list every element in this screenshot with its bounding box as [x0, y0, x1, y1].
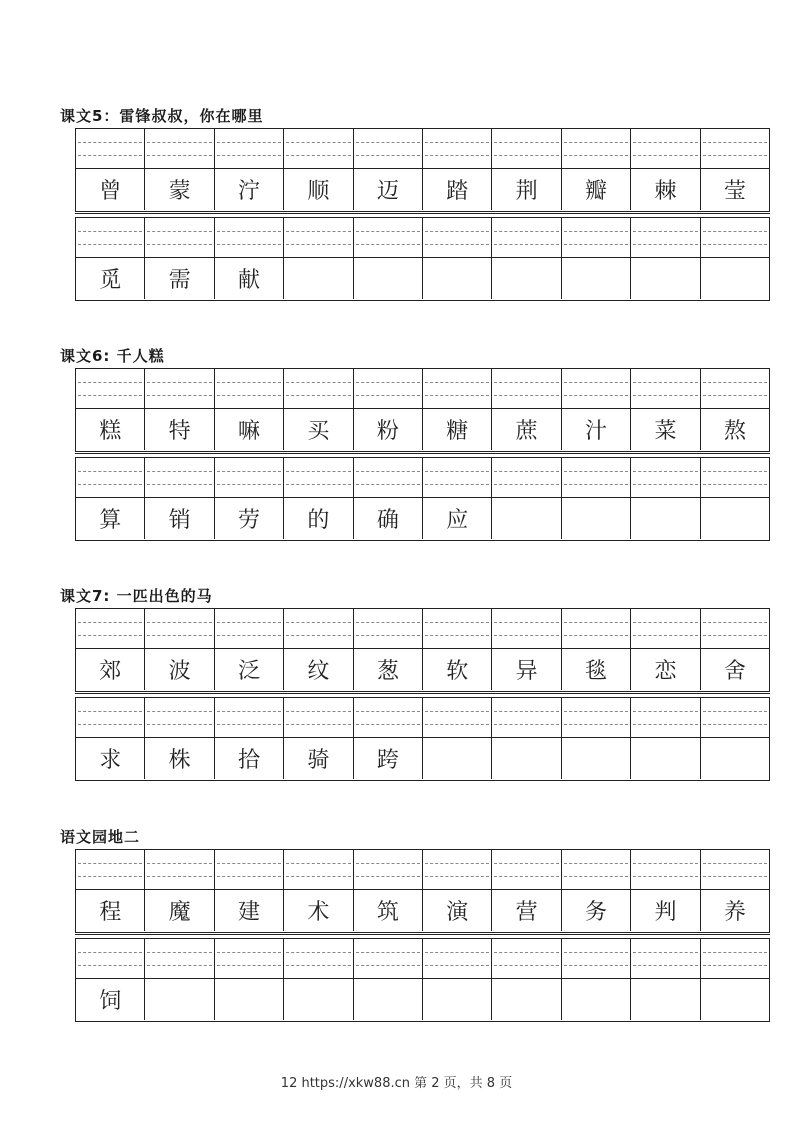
pinyin-cell	[423, 458, 492, 497]
character-cell	[354, 979, 423, 1020]
pinyin-cell	[354, 609, 423, 648]
character-cell: 献	[215, 258, 284, 299]
character-cell	[145, 979, 214, 1020]
pinyin-cell	[492, 609, 561, 648]
pinyin-cell	[562, 850, 631, 889]
character-cell: 顺	[284, 169, 353, 210]
pinyin-cell	[354, 218, 423, 257]
character-cell: 荆	[492, 169, 561, 210]
pinyin-cell	[631, 939, 700, 978]
pinyin-cell	[76, 129, 145, 168]
character-cell: 蒙	[145, 169, 214, 210]
character-cell	[423, 738, 492, 779]
writing-grid-block	[75, 608, 770, 692]
character-cell: 判	[631, 890, 700, 931]
character-cell: 需	[145, 258, 214, 299]
pinyin-row	[76, 458, 769, 498]
pinyin-cell	[562, 129, 631, 168]
character-cell: 异	[492, 649, 561, 690]
pinyin-cell	[631, 218, 700, 257]
pinyin-cell	[631, 850, 700, 889]
pinyin-cell	[701, 458, 769, 497]
character-cell: 筑	[354, 890, 423, 931]
character-cell: 特	[145, 409, 214, 450]
pinyin-cell	[492, 129, 561, 168]
pinyin-cell	[562, 698, 631, 737]
character-cell	[631, 258, 700, 299]
pinyin-cell	[145, 369, 214, 408]
pinyin-cell	[145, 129, 214, 168]
pinyin-cell	[492, 850, 561, 889]
lesson-title: 课文6: 千人糕	[60, 347, 165, 365]
lesson-section	[60, 345, 770, 545]
writing-grid-block	[75, 849, 770, 933]
character-cell: 粉	[354, 409, 423, 450]
pinyin-cell	[562, 609, 631, 648]
character-cell: 恋	[631, 649, 700, 690]
pinyin-row	[76, 218, 769, 258]
character-row	[76, 979, 769, 1020]
character-cell: 汁	[562, 409, 631, 450]
character-cell	[701, 979, 769, 1020]
character-row	[76, 890, 769, 931]
writing-grid-block	[75, 697, 770, 781]
character-cell: 迈	[354, 169, 423, 210]
pinyin-cell	[423, 129, 492, 168]
pinyin-cell	[215, 939, 284, 978]
character-cell: 拾	[215, 738, 284, 779]
character-cell	[492, 258, 561, 299]
pinyin-cell	[284, 609, 353, 648]
character-cell: 买	[284, 409, 353, 450]
pinyin-cell	[354, 129, 423, 168]
character-cell: 术	[284, 890, 353, 931]
pinyin-row	[76, 939, 769, 979]
pinyin-row	[76, 129, 769, 169]
pinyin-cell	[145, 850, 214, 889]
pinyin-cell	[354, 939, 423, 978]
character-cell: 魔	[145, 890, 214, 931]
pinyin-row	[76, 850, 769, 890]
character-cell: 演	[423, 890, 492, 931]
pinyin-cell	[701, 939, 769, 978]
pinyin-cell	[215, 850, 284, 889]
character-cell: 郊	[76, 649, 145, 690]
character-cell: 踏	[423, 169, 492, 210]
pinyin-cell	[423, 939, 492, 978]
writing-grid-block	[75, 938, 770, 1022]
character-cell	[562, 979, 631, 1020]
pinyin-cell	[631, 609, 700, 648]
pinyin-row	[76, 698, 769, 738]
character-cell	[492, 738, 561, 779]
writing-grid-block	[75, 128, 770, 212]
pinyin-cell	[354, 369, 423, 408]
pinyin-cell	[215, 609, 284, 648]
pinyin-cell	[492, 698, 561, 737]
character-cell	[562, 498, 631, 539]
pinyin-cell	[284, 218, 353, 257]
character-row	[76, 738, 769, 779]
character-cell	[701, 738, 769, 779]
character-cell: 确	[354, 498, 423, 539]
pinyin-cell	[76, 218, 145, 257]
lesson-section	[60, 826, 770, 1026]
pinyin-cell	[76, 698, 145, 737]
character-cell: 养	[723, 900, 746, 925]
character-cell: 舍	[723, 659, 746, 684]
writing-grid-block	[75, 457, 770, 541]
character-cell: 觅	[76, 258, 145, 299]
pinyin-cell	[631, 369, 700, 408]
pinyin-cell	[631, 458, 700, 497]
pinyin-cell	[284, 850, 353, 889]
character-cell	[701, 498, 769, 539]
pinyin-cell	[423, 609, 492, 648]
pinyin-cell	[145, 218, 214, 257]
character-cell: 泛	[215, 649, 284, 690]
character-cell: 熬	[723, 419, 746, 444]
pinyin-cell	[562, 218, 631, 257]
character-cell	[701, 258, 769, 299]
pinyin-cell	[284, 369, 353, 408]
pinyin-cell	[215, 369, 284, 408]
character-cell: 纹	[284, 649, 353, 690]
page-footer: 12 https://xkw88.cn 第 2 页，共 8 页	[280, 1076, 513, 1091]
pinyin-cell	[354, 850, 423, 889]
character-row	[76, 649, 769, 690]
pinyin-row	[76, 369, 769, 409]
pinyin-cell	[215, 129, 284, 168]
character-cell	[354, 258, 423, 299]
pinyin-cell	[701, 698, 769, 737]
character-cell: 糖	[423, 409, 492, 450]
character-cell	[631, 738, 700, 779]
pinyin-cell	[423, 698, 492, 737]
pinyin-row	[76, 609, 769, 649]
pinyin-cell	[562, 369, 631, 408]
pinyin-cell	[492, 458, 561, 497]
character-cell: 销	[145, 498, 214, 539]
character-cell: 骑	[284, 738, 353, 779]
pinyin-cell	[76, 369, 145, 408]
pinyin-cell	[145, 939, 214, 978]
character-row	[76, 258, 769, 299]
pinyin-cell	[215, 458, 284, 497]
pinyin-cell	[492, 939, 561, 978]
character-cell: 算	[76, 498, 145, 539]
character-cell: 棘	[631, 169, 700, 210]
pinyin-cell	[631, 129, 700, 168]
character-row	[76, 169, 769, 210]
lesson-title: 课文7: 一匹出色的马	[60, 587, 213, 605]
writing-grid-block	[75, 217, 770, 301]
pinyin-cell	[145, 458, 214, 497]
character-cell	[215, 979, 284, 1020]
pinyin-cell	[562, 939, 631, 978]
pinyin-cell	[284, 939, 353, 978]
pinyin-cell	[423, 850, 492, 889]
character-cell	[492, 979, 561, 1020]
character-row	[76, 498, 769, 539]
character-cell	[631, 979, 700, 1020]
lesson-title: 语文园地二	[60, 828, 141, 846]
pinyin-cell	[423, 369, 492, 408]
character-cell: 糕	[76, 409, 145, 450]
character-cell	[284, 258, 353, 299]
character-cell: 求	[76, 738, 145, 779]
pinyin-cell	[701, 129, 769, 168]
character-cell: 菜	[631, 409, 700, 450]
character-cell: 务	[562, 890, 631, 931]
character-cell: 株	[145, 738, 214, 779]
pinyin-cell	[354, 698, 423, 737]
pinyin-cell	[76, 939, 145, 978]
pinyin-cell	[354, 458, 423, 497]
pinyin-cell	[284, 129, 353, 168]
pinyin-cell	[631, 698, 700, 737]
character-cell: 劳	[215, 498, 284, 539]
character-cell: 莹	[723, 179, 746, 204]
character-cell: 应	[423, 498, 492, 539]
character-cell	[284, 979, 353, 1020]
character-cell: 葱	[354, 649, 423, 690]
character-cell: 毯	[562, 649, 631, 690]
pinyin-cell	[284, 698, 353, 737]
character-cell	[631, 498, 700, 539]
character-cell	[423, 258, 492, 299]
pinyin-cell	[76, 458, 145, 497]
writing-grid-block	[75, 368, 770, 452]
character-row	[76, 409, 769, 450]
lesson-title: 课文5：雷锋叔叔，你在哪里	[60, 107, 264, 125]
character-cell: 的	[284, 498, 353, 539]
lesson-section	[60, 585, 770, 785]
character-cell: 营	[492, 890, 561, 931]
pinyin-cell	[492, 218, 561, 257]
character-cell: 瓣	[562, 169, 631, 210]
pinyin-cell	[701, 218, 769, 257]
pinyin-cell	[701, 850, 769, 889]
character-cell: 建	[215, 890, 284, 931]
character-cell: 蔗	[492, 409, 561, 450]
pinyin-cell	[562, 458, 631, 497]
character-cell: 跨	[354, 738, 423, 779]
pinyin-cell	[145, 609, 214, 648]
lesson-section	[60, 105, 770, 305]
character-cell: 曾	[76, 169, 145, 210]
pinyin-cell	[215, 698, 284, 737]
character-cell: 泞	[215, 169, 284, 210]
character-cell: 嘛	[215, 409, 284, 450]
pinyin-cell	[76, 609, 145, 648]
character-cell	[423, 979, 492, 1020]
character-cell	[492, 498, 561, 539]
character-cell	[562, 738, 631, 779]
character-cell: 程	[76, 890, 145, 931]
character-cell	[562, 258, 631, 299]
pinyin-cell	[76, 850, 145, 889]
pinyin-cell	[701, 609, 769, 648]
pinyin-cell	[145, 698, 214, 737]
character-cell: 软	[423, 649, 492, 690]
pinyin-cell	[215, 218, 284, 257]
pinyin-cell	[492, 369, 561, 408]
pinyin-cell	[284, 458, 353, 497]
pinyin-cell	[701, 369, 769, 408]
character-cell: 饲	[76, 979, 145, 1020]
pinyin-cell	[423, 218, 492, 257]
character-cell: 波	[145, 649, 214, 690]
